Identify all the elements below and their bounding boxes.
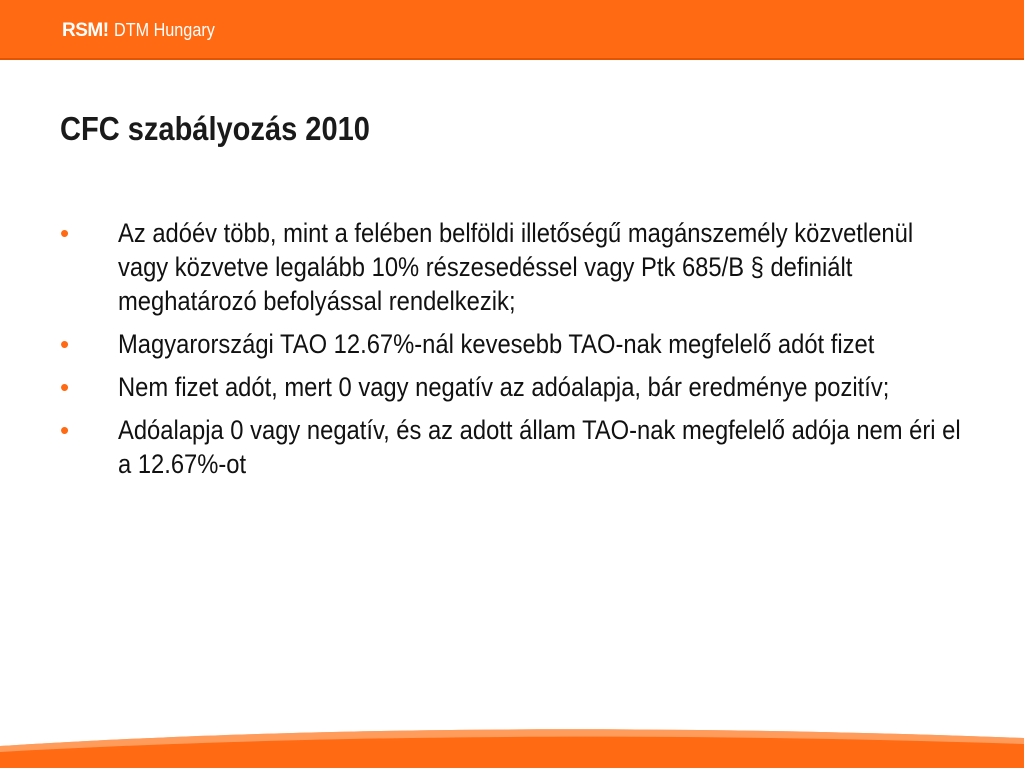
- bullet-text: Magyarországi TAO 12.67%-nál kevesebb TAO-nak megfelelő adót fizet: [118, 329, 875, 359]
- bottom-wave-decoration: [0, 708, 1024, 768]
- slide-title: CFC szabályozás 2010: [60, 110, 370, 147]
- bullet-item-1: [60, 216, 990, 318]
- logo-mark: RSM!: [62, 20, 109, 41]
- bullet-icon: •: [60, 415, 70, 445]
- header-bar: [0, 0, 1024, 58]
- bullet-item-3: [60, 370, 990, 404]
- bullet-icon: •: [60, 372, 70, 402]
- bullet-icon: •: [60, 218, 70, 248]
- bullet-list: [60, 216, 990, 490]
- bullet-icon: •: [60, 329, 70, 359]
- bullet-item-2: [60, 327, 990, 361]
- header-divider: [0, 58, 1024, 60]
- bullet-text: Adóalapja 0 vagy negatív, és az adott állam TAO-nak megfelelő adója nem éri el a 12.67%-ot: [118, 415, 961, 479]
- bullet-item-4: [60, 413, 990, 481]
- company-logo: [62, 20, 226, 44]
- bullet-text: Az adóév több, mint a felében belföldi illetőségű magánszemély közvetlenül vagy közvetve legalább 10% részesedéssel vagy Ptk 685/B § definiált meghatározó befolyással rendelkezik;: [118, 218, 914, 316]
- logo-text: DTM Hungary: [113, 20, 215, 40]
- bullet-text: Nem fizet adót, mert 0 vagy negatív az adóalapja, bár eredménye pozitív;: [118, 372, 890, 402]
